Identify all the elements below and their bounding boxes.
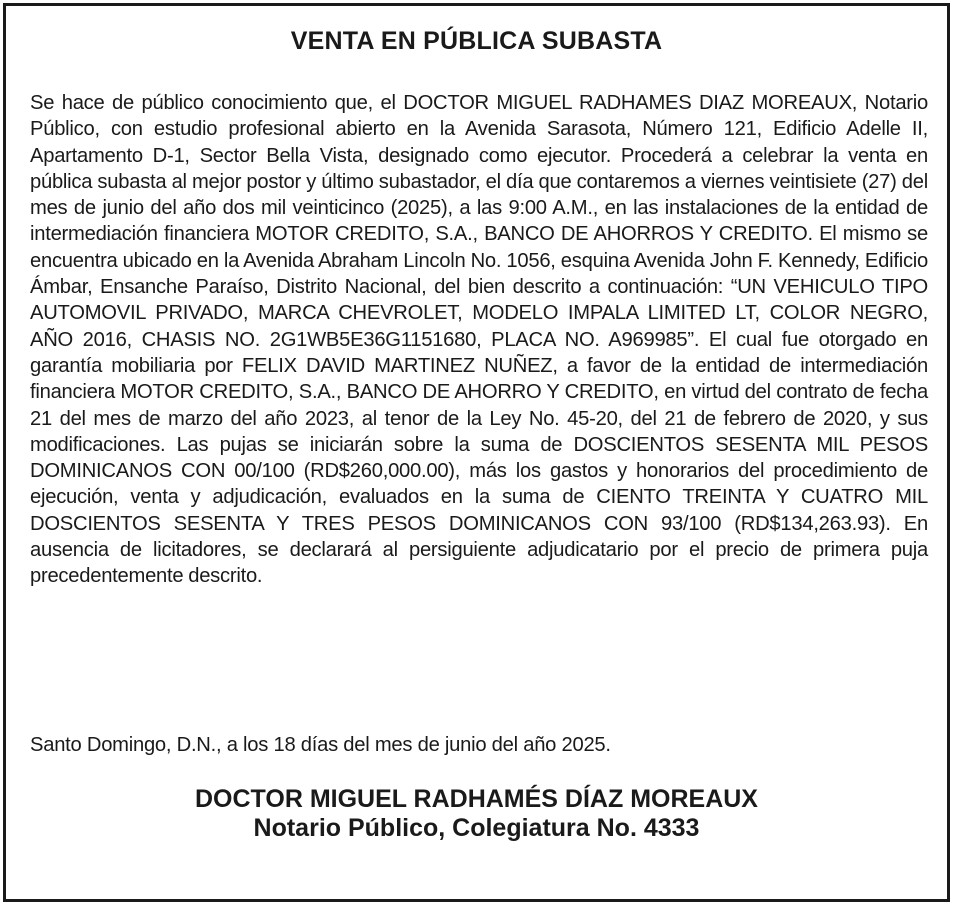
notice-title: VENTA EN PÚBLICA SUBASTA xyxy=(290,27,663,55)
notice-date-line: Santo Domingo, D.N., a los 18 días del mes de junio del año 2025. xyxy=(30,734,611,756)
signature-role: Notario Público, Colegiatura No. 4333 xyxy=(253,814,700,842)
signature-block xyxy=(6,785,947,843)
notice-body: Se hace de público conocimiento que, el DOCTOR MIGUEL RADHAMES DIAZ MOREAUX, Notario Público, con estudio profesional abierto en la Avenida Sarasota, Número 121, Edificio Adelle II, Apartamento D-1, Sector Bella Vista, designado como ejecutor. Procederá a celebrar la venta en pública subasta al mejor postor y último subastador, el día que contaremos a viernes veintisiete (27) del mes de junio del año dos mil veinticinco (2025), a las 9:00 A.M., en las instalaciones de la entidad de intermediación financiera MOTOR CREDITO, S.A., BANCO DE AHORROS Y CREDITO. El mismo se encuentra ubicado en la Avenida Abraham Lincoln No. 1056, esquina Avenida John F. Kennedy, Edificio Ámbar, Ensanche Paraíso, Distrito Nacional, del bien descrito a continuación: “UN VEHICULO TIPO AUTOMOVIL PRIVADO, MARCA CHEVROLET, MODELO IMPALA LIMITED LT, COLOR NEGRO, AÑO 2016, CHASIS NO. 2G1WB5E36G1151680, PLACA NO. A969985”. El cual fue otorgado en garantía mobiliaria por FELIX DAVID MARTINEZ NUÑEZ, a favor de la entidad de intermediación financiera MOTOR CREDITO, S.A., BANCO DE AHORRO Y CREDITO, en virtud del contrato de fecha 21 del mes de marzo del año 2023, al tenor de la Ley No. 45-20, del 21 de febrero de 2020, y sus modificaciones. Las pujas se iniciarán sobre la suma de DOSCIENTOS SESENTA MIL PESOS DOMINICANOS CON 00/100 (RD$260,000.00), más los gastos y honorarios del procedimiento de ejecución, venta y adjudicación, evaluados en la suma de CIENTO TREINTA Y CUATRO MIL DOSCIENTOS SESENTA Y TRES PESOS DOMINICANOS CON 93/100 (RD$134,263.93). En ausencia de licitadores, se declarará al persiguiente adjudicatario por el precio de primera puja precedentemente descrito. xyxy=(30,92,928,588)
signature-name: DOCTOR MIGUEL RADHAMÉS DÍAZ MOREAUX xyxy=(195,785,758,813)
notice-frame xyxy=(3,3,950,902)
